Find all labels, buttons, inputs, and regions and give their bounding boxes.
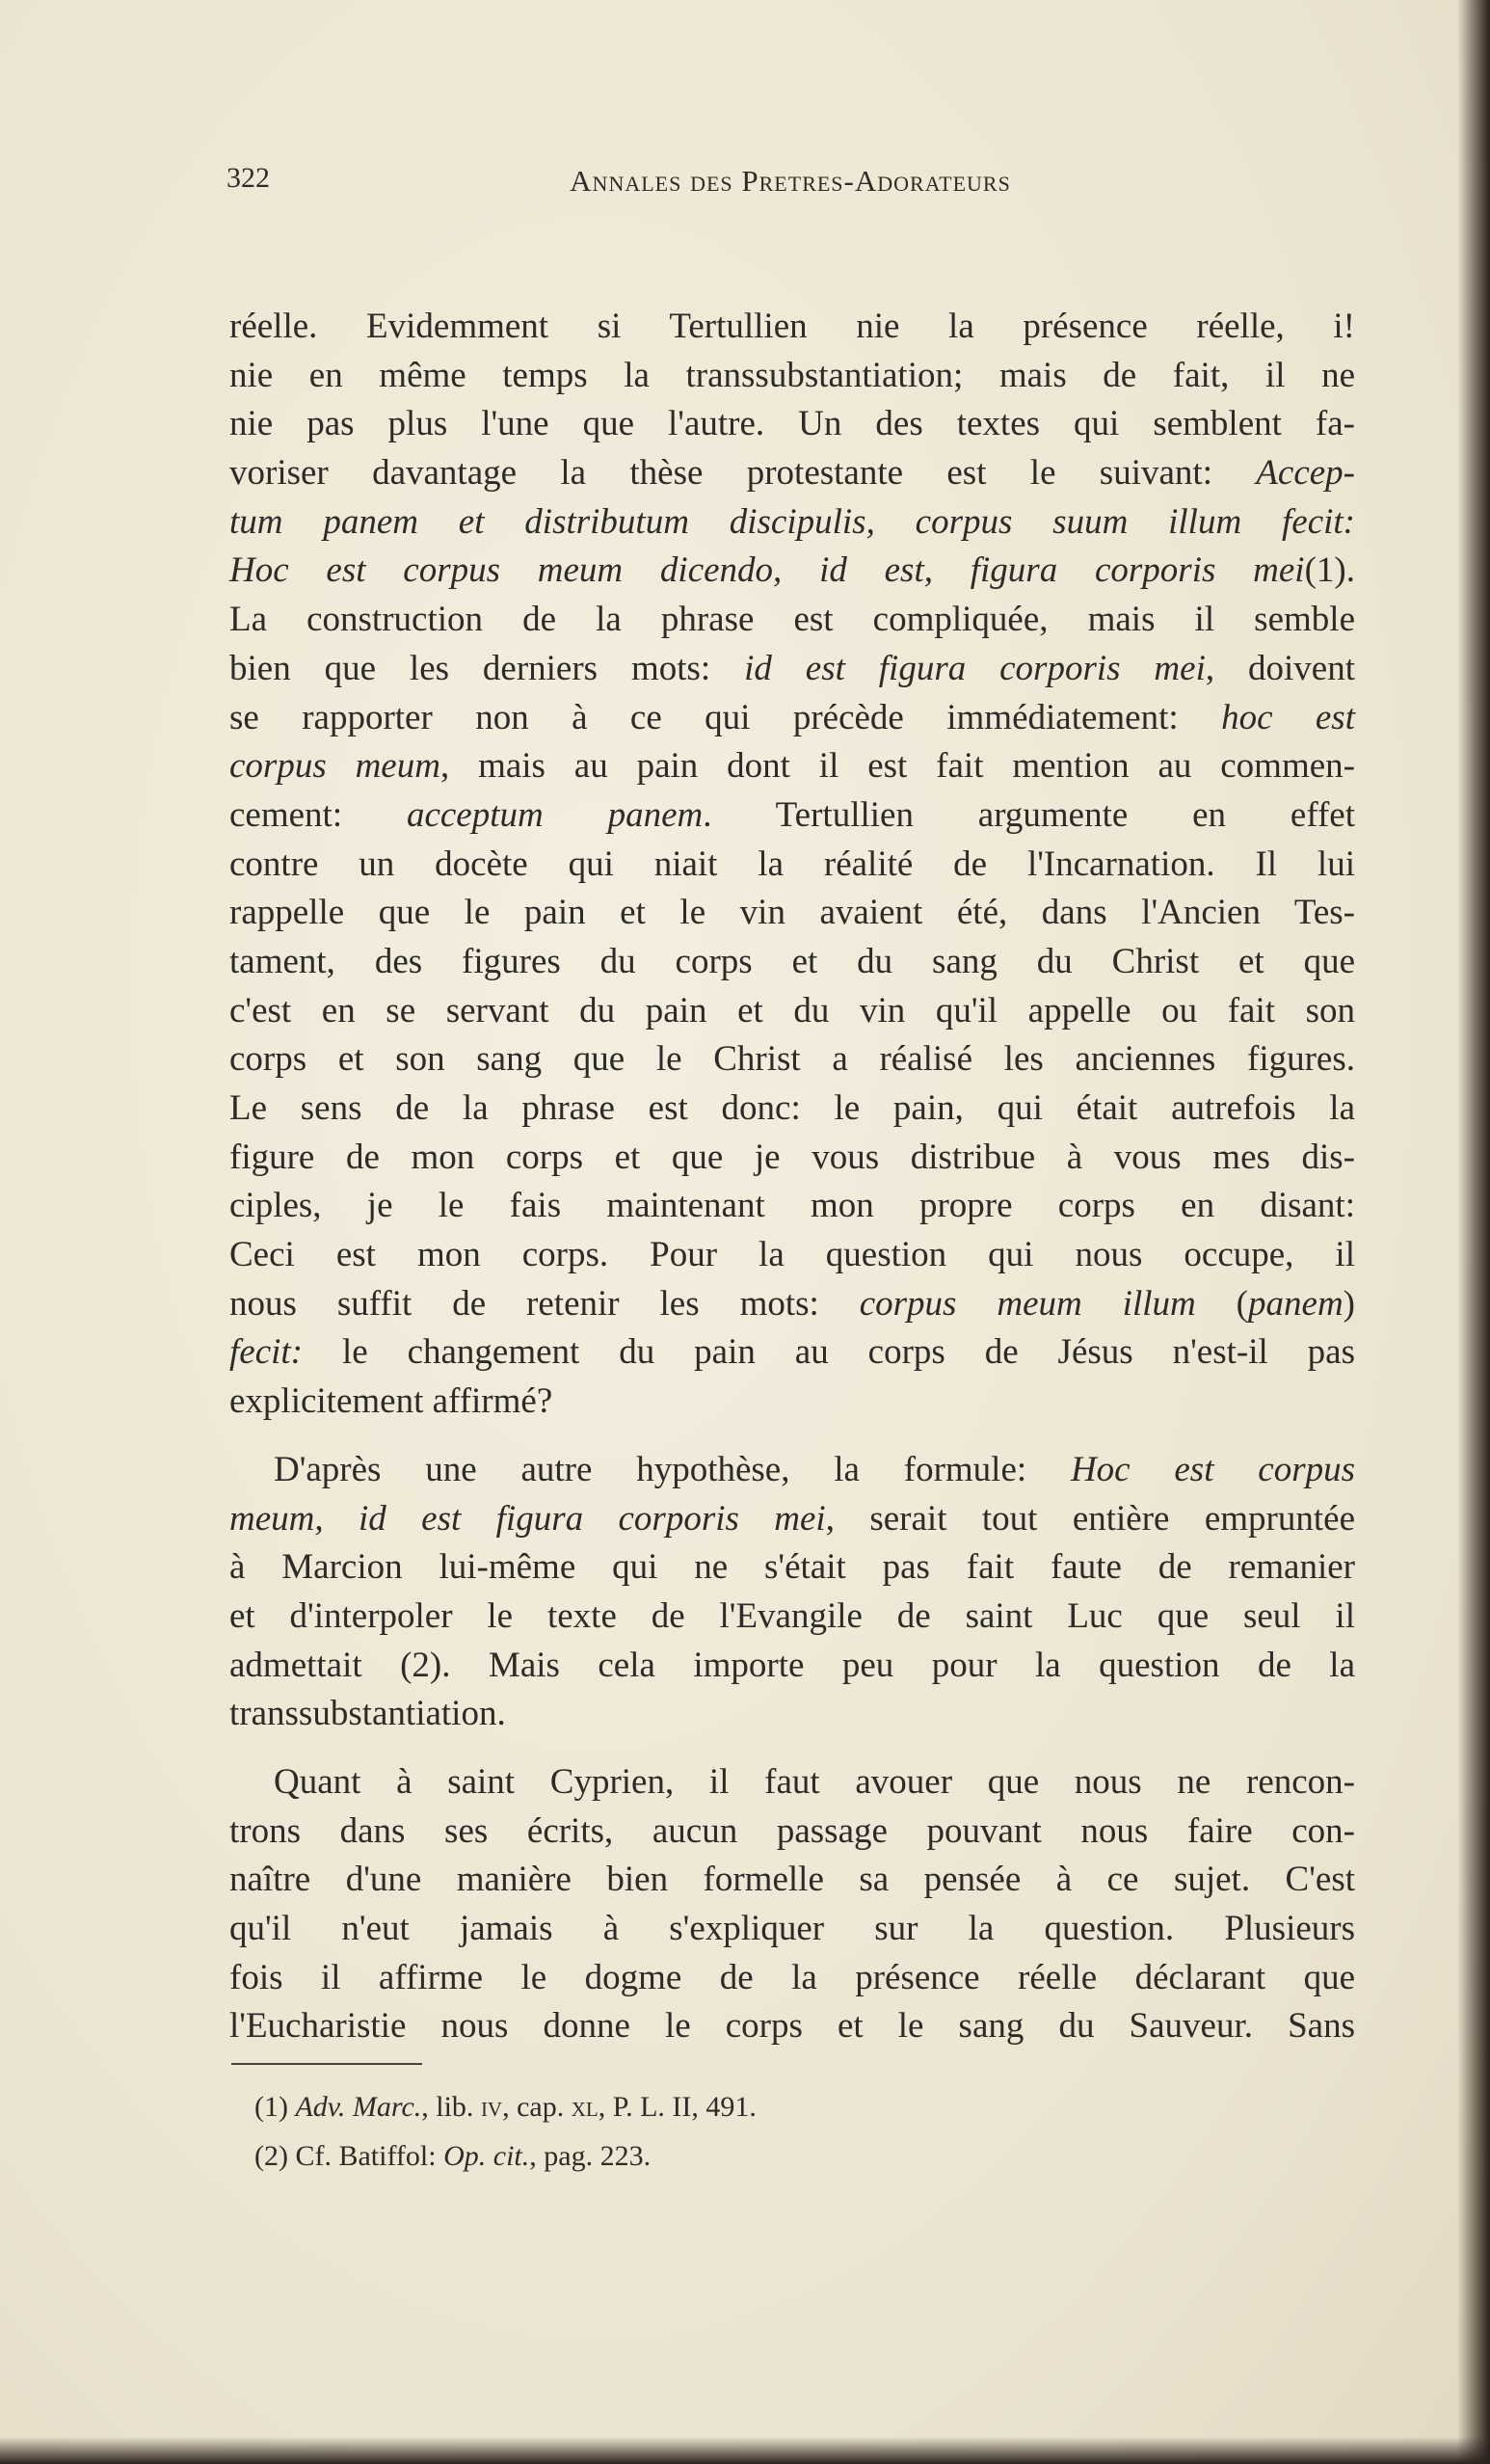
text-line: ciples, je le fais maintenant mon propre corps en disant:	[229, 1186, 1355, 1226]
text-line: qu'il n'eut jamais à s'expliquer sur la question. Plusieurs	[229, 1909, 1355, 1948]
footnote-1: (1) Adv. Marc., lib. iv, cap. xl, P. L. II, 491.	[254, 2091, 757, 2123]
text-line: trons dans ses écrits, aucun passage pouvant nous faire con-	[229, 1810, 1355, 1851]
text-line: admettait (2). Mais cela importe peu pour la question de la	[229, 1645, 1355, 1685]
text-line: nie pas plus l'une que l'autre. Un des textes qui semblent fa-	[229, 404, 1355, 444]
text-line: et d'interpoler le texte de l'Evangile de saint Luc que seul il	[229, 1595, 1355, 1636]
text-line: explicitement affirmé?	[229, 1381, 553, 1422]
footnotes	[254, 2082, 1315, 2181]
text-line: fois il affirme le dogme de la présence réelle déclarant que	[229, 1957, 1355, 1997]
text-line: meum, id est figura corporis mei, serait tout entière empruntée	[229, 1498, 1355, 1539]
text-line: transsubstantiation.	[229, 1694, 506, 1734]
text-line: nie en même temps la transsubstantiation; mais de fait, il ne	[229, 355, 1355, 395]
text-line: l'Eucharistie nous donne le corps et le sang du Sauveur. Sans	[229, 2006, 1355, 2047]
text-line: cement: acceptum panem. Tertullien argumente en effet	[229, 794, 1355, 835]
paragraph-gap	[229, 1739, 1355, 1758]
page-bottom-shadow	[0, 2437, 1490, 2464]
text-line: c'est en se servant du pain et du vin qu'il appelle ou fait son	[229, 990, 1355, 1031]
text-line: réelle. Evidemment si Tertullien nie la présence réelle, i!	[229, 307, 1355, 346]
running-title: Annales des Pretres-Adorateurs	[570, 164, 1011, 198]
text-line: Hoc est corpus meum dicendo, id est, figura corporis mei(1).	[229, 550, 1355, 591]
page-edge-shadow	[1457, 0, 1490, 2464]
text-line: contre un docète qui niait la réalité de l'Incarnation. Il lui	[229, 844, 1355, 884]
page-header	[226, 162, 1354, 201]
text-line: rappelle que le pain et le vin avaient été, dans l'Ancien Tes-	[229, 893, 1355, 933]
text-line: à Marcion lui-même qui ne s'était pas fait faute de remanier	[229, 1547, 1355, 1588]
text-line: figure de mon corps et que je vous distribue à vous mes dis-	[229, 1137, 1355, 1177]
text-line: fecit: le changement du pain au corps de Jésus n'est-il pas	[229, 1332, 1355, 1373]
text-line: Le sens de la phrase est donc: le pain, qui était autrefois la	[229, 1088, 1355, 1128]
text-line: D'après une autre hypothèse, la formule: Hoc est corpus	[274, 1449, 1355, 1489]
text-line: bien que les derniers mots: id est figura corporis mei, doivent	[229, 648, 1355, 688]
text-line: nous suffit de retenir les mots: corpus meum illum (panem)	[229, 1283, 1355, 1324]
text-line: tum panem et distributum discipulis, corpus suum illum fecit:	[229, 501, 1355, 542]
paragraph-gap	[229, 1427, 1355, 1446]
page-number: 322	[226, 162, 270, 194]
footnote-separator	[231, 2063, 422, 2065]
body-text	[229, 303, 1355, 2051]
footnote-2: (2) Cf. Batiffol: Op. cit., pag. 223.	[254, 2140, 652, 2172]
text-line: corps et son sang que le Christ a réalisé les anciennes figures.	[229, 1039, 1355, 1080]
text-line: naître d'une manière bien formelle sa pensée à ce sujet. C'est	[229, 1860, 1355, 1900]
text-line: se rapporter non à ce qui précède immédiatement: hoc est	[229, 697, 1355, 737]
text-line: Quant à saint Cyprien, il faut avouer que nous ne rencon-	[274, 1761, 1355, 1802]
text-line: corpus meum, mais au pain dont il est fait mention au commen-	[229, 746, 1355, 787]
text-line: Ceci est mon corps. Pour la question qui nous occupe, il	[229, 1235, 1355, 1275]
text-line: voriser davantage la thèse protestante est le suivant: Accep-	[229, 453, 1355, 494]
text-line: tament, des figures du corps et du sang du Christ et que	[229, 941, 1355, 981]
text-line: La construction de la phrase est compliquée, mais il semble	[229, 600, 1355, 640]
